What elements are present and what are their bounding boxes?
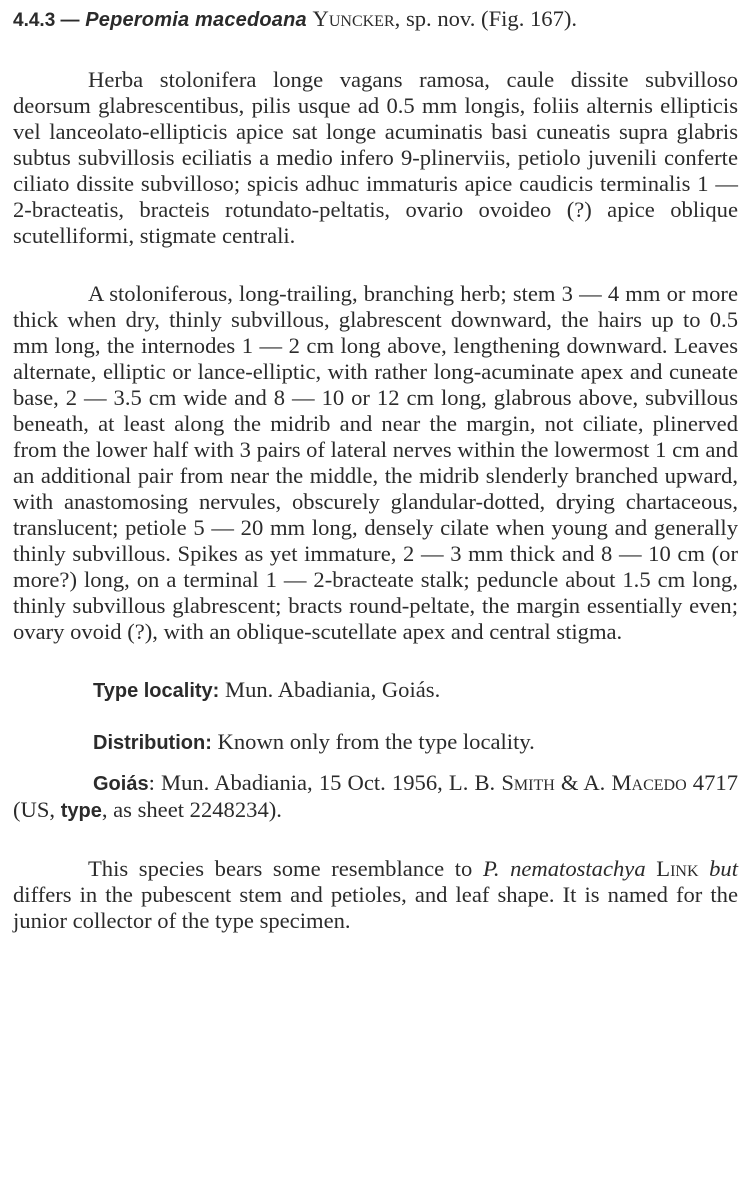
type-locality-label: Type locality: <box>93 680 220 702</box>
english-description: A stoloniferous, long-trailing, branching herb; stem 3 — 4 mm or more thick when dry, thinly subvillous, glabrescent downward, the hairs up to 0.5 mm long, the internodes 1 — 2 cm long above, lengthening downward. Leaves alternate, elliptic or lance-elliptic, with rather long-acuminate apex and cuneate base, 2 — 3.5 cm wide and 8 — 10 or 12 cm long, glabrous above, subvillous beneath, at least along the midrib and near the margin, not ciliate, plinerved from the lower half with 3 pairs of lateral nerves within the lowermost 1 cm and an additional pair from near the middle, the midrib slenderly branched upward, with anastomosing nervules, obscurely glandular-dotted, drying chartaceous, translucent; petiole 5 — 20 mm long, densely cilate when young and generally thinly subvillous. Spikes as yet immature, 2 — 3 mm thick and 8 — 10 cm (or more?) long, on a terminal 1 — 2-bracteate stalk; peduncle about 1.5 cm long, thinly subvillous glabrescent; bracts round-peltate, the margin essentially even; ovary ovoid (?), with an oblique-scutellate apex and central stigma. <box>13 281 738 644</box>
species-name: Peperomia macedoana <box>85 9 307 31</box>
heading-status: , sp. nov. (Fig. 167). <box>394 6 578 31</box>
specimen-state: Goiás <box>93 773 149 795</box>
latin-diagnosis: Herba stolonifera longe vagans ramosa, caule dissite subvilloso deorsum glabrescentibus, pilis usque ad 0.5 mm longis, foliis alternis ellipticis vel lanceolato-ellipticis apice sat longe acuminatis basi cuneatis supra glabris subtus subvillosis eciliatis a medio infero 9-plinerviis, petiolo juvenili conferte ciliato dissite subvilloso; spicis adhuc immaturis apice caudicis terminalis 1 — 2-bracteatis, bracteis rotundato-peltatis, ovario ovoideo (?) apice oblique scutelliformi, stigmate centrali. <box>13 67 738 248</box>
remarks: This species bears some resemblance to P. nematostachya Link but differs in the pubescent stem and petioles, and leaf shape. It is named for the junior collector of the type specimen. <box>13 856 739 933</box>
type-word: type <box>60 800 102 822</box>
collector-macedo: Macedo <box>611 770 687 795</box>
author-name: Yuncker <box>312 6 395 31</box>
species-heading <box>13 6 738 34</box>
distribution-value: Known only from the type locality. <box>217 729 535 754</box>
collector-smith: Smith <box>501 770 555 795</box>
section-number: 4.4.3 — <box>13 10 80 31</box>
type-locality-value: Mun. Abadiania, Goiás. <box>224 677 441 702</box>
related-species: P. nematostachya <box>482 856 646 881</box>
related-author: Link <box>656 856 699 881</box>
specimen-citation: Goiás: Mun. Abadiania, 15 Oct. 1956, L. B. Smith & A. Macedo 4717 (US, type, as sheet 2248234). <box>13 770 738 822</box>
type-locality <box>13 677 738 704</box>
distribution <box>13 729 738 756</box>
distribution-label: Distribution: <box>93 732 212 754</box>
